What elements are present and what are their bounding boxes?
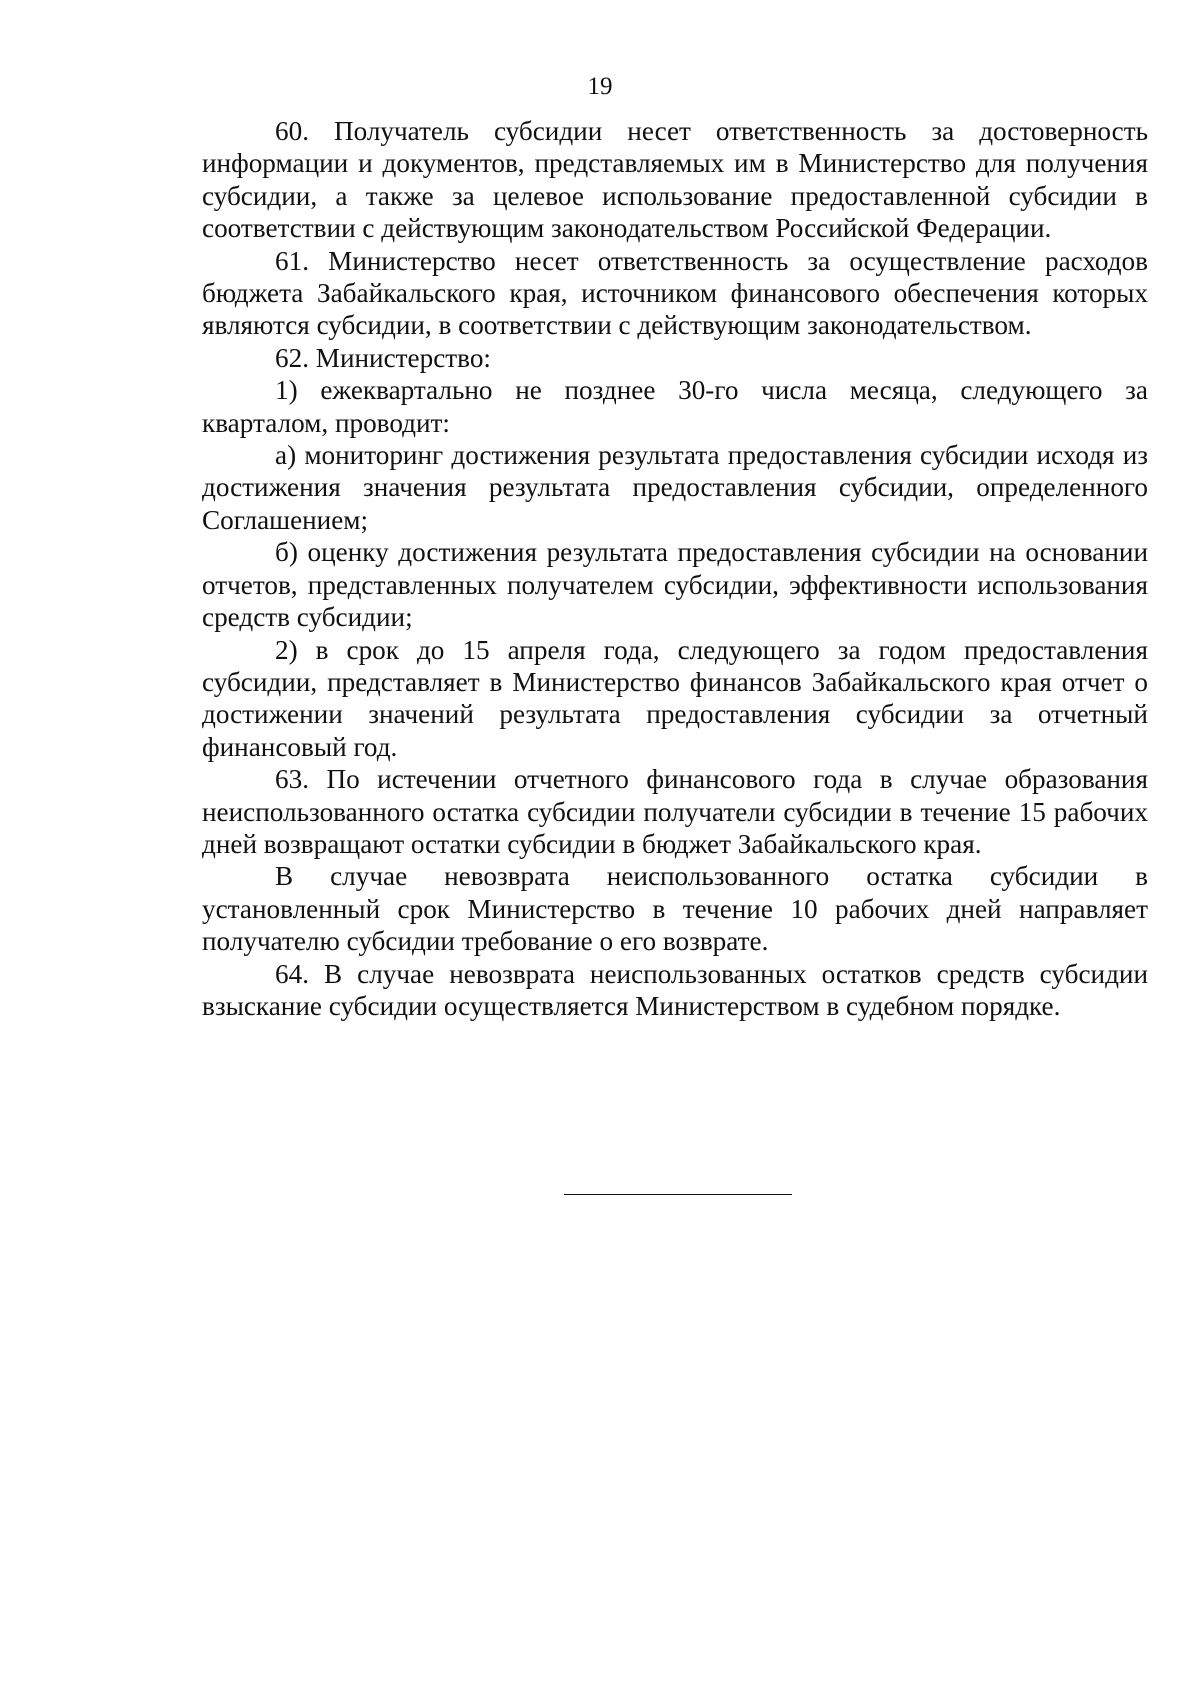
paragraph-61: 61. Министерство несет ответственность за осуществление расходов бюджета Забайкальского края, источником финансового обеспечения которых являются субсидии, в соответствии с действующим законодательством. [202, 245, 1148, 341]
paragraph-63-continued: В случае невозврата неиспользованного остатка субсидии в установленный срок Министерство в течение 10 рабочих дней направляет получателю субсидии требование о его возврате. [202, 861, 1148, 957]
paragraph-62-item-1a: а) мониторинг достижения результата предоставления субсидии исходя из достижения значения результата предоставления субсидии, определенного Соглашением; [202, 440, 1148, 535]
paragraph-64: 64. В случае невозврата неиспользованных остатков средств субсидии взыскание субсидии осуществляется Министерством в судебном порядке. [202, 958, 1148, 1021]
paragraph-62-item-2: 2) в срок до 15 апреля года, следующего за годом предоставления субсидии, представляет в Министерство финансов Забайкальского края отчет о достижении значений результата предоставления субсидии за отчетный финансовый год. [202, 634, 1148, 762]
paragraph-63: 63. По истечении отчетного финансового года в случае образования неиспользованного остатка субсидии получатели субсидии в течение 15 рабочих дней возвращают остатки субсидии в бюджет Забайкальского края. [202, 764, 1148, 859]
paragraph-62-item-1b: б) оценку достижения результата предоставления субсидии на основании отчетов, представленных получателем субсидии, эффективности использования средств субсидии; [202, 537, 1148, 633]
end-of-document-line [564, 1194, 792, 1195]
paragraph-62-item-1: 1) ежеквартально не позднее 30-го числа месяца, следующего за кварталом, проводит: [202, 375, 1148, 438]
paragraph-60: 60. Получатель субсидии несет ответственность за достоверность информации и документов, представляемых им в Министерство для получения субсидии, а также за целевое использование предоставленной субсидии в соответствии с действующим законодательством Российской Федерации. [202, 116, 1148, 244]
document-body [202, 115, 1148, 1022]
page-number: 19 [587, 73, 613, 100]
paragraph-62: 62. Министерство: [275, 342, 491, 373]
